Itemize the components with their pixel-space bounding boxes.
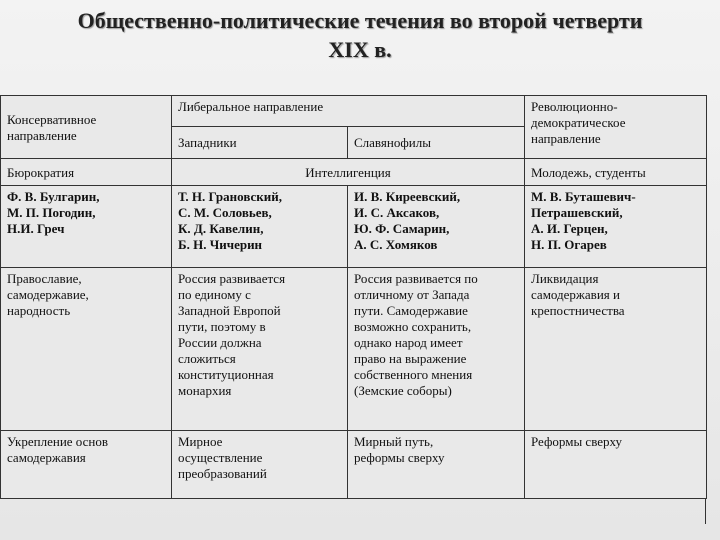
cell-social-liberal: Интеллигенция xyxy=(172,159,525,186)
cell-ideas-conservative: Православие, самодержавие, народность xyxy=(1,267,172,431)
table-row xyxy=(1,185,707,267)
cell-rep-conservative: Ф. В. Булгарин, М. П. Погодин, Н.И. Греч xyxy=(1,185,172,267)
cell-ideas-slavophiles: Россия развивается по отличному от Запада пути. Самодержавие возможно сохранить, однако народ имеет право на выражение собственного мнения (Земские соборы) xyxy=(348,267,525,431)
table-row xyxy=(1,96,707,127)
header-westerners: Западники xyxy=(172,126,348,159)
table-row xyxy=(1,431,707,499)
cell-methods-revolutionary: Реформы сверху xyxy=(525,431,707,499)
cell-ideas-revolutionary: Ликвидация самодержавия и крепостничества xyxy=(525,267,707,431)
header-liberal: Либеральное направление xyxy=(172,96,525,127)
header-conservative: Консервативное направление xyxy=(1,96,172,159)
table-row xyxy=(1,159,707,186)
cell-methods-westerners: Мирное осуществление преобразований xyxy=(172,431,348,499)
cell-rep-westerners: Т. Н. Грановский, С. М. Соловьев, К. Д. Кавелин, Б. Н. Чичерин xyxy=(172,185,348,267)
header-slavophiles: Славянофилы xyxy=(348,126,525,159)
table-bottom-edge xyxy=(0,498,706,524)
cell-social-revolutionary: Молодежь, студенты xyxy=(525,159,707,186)
slide-title: Общественно-политические течения во второй четверти XIX в. xyxy=(77,8,643,62)
cell-methods-conservative: Укрепление основ самодержавия xyxy=(1,431,172,499)
cell-social-conservative: Бюрократия xyxy=(1,159,172,186)
header-revolutionary: Революционно- демократическое направление xyxy=(525,96,707,159)
cell-methods-slavophiles: Мирный путь, реформы сверху xyxy=(348,431,525,499)
table-row xyxy=(1,267,707,431)
cell-rep-slavophiles: И. В. Киреевский, И. С. Аксаков, Ю. Ф. Самарин, А. С. Хомяков xyxy=(348,185,525,267)
currents-table xyxy=(0,95,707,499)
cell-rep-revolutionary: М. В. Буташевич- Петрашевский, А. И. Герцен, Н. П. Огарев xyxy=(525,185,707,267)
cell-ideas-westerners: Россия развивается по единому с Западной Европой пути, поэтому в России должна сложиться конституционная монархия xyxy=(172,267,348,431)
